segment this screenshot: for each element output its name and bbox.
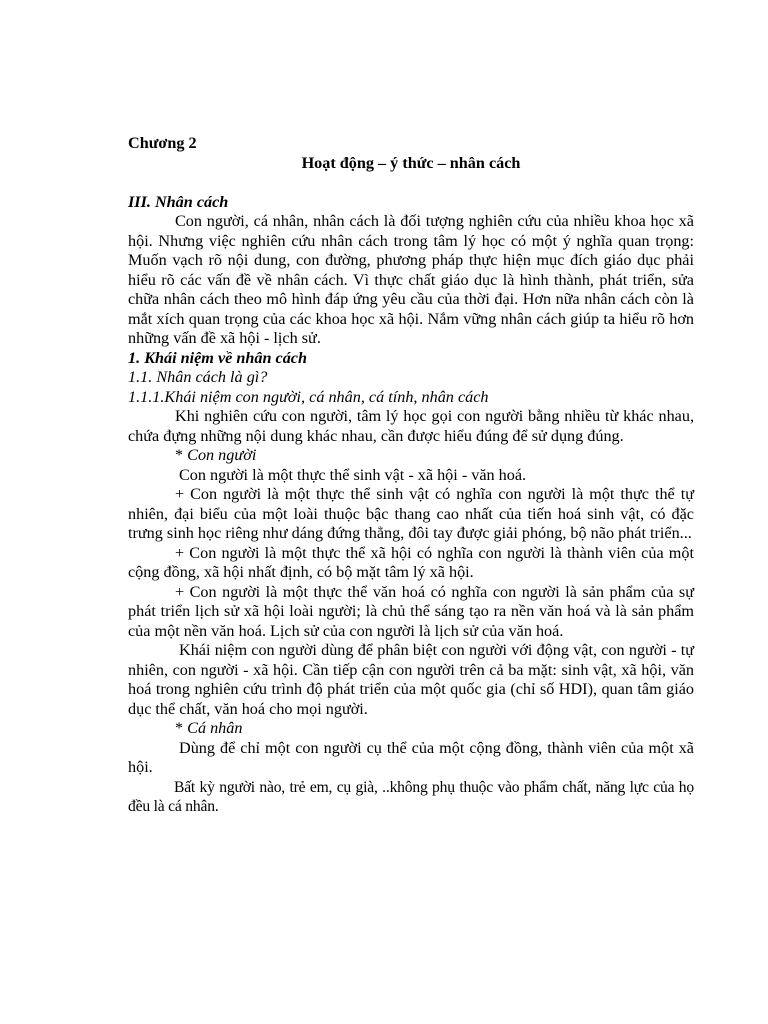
research-paragraph	[128, 407, 694, 446]
heading-concept: 1. Khái niệm về nhân cách	[128, 348, 307, 367]
con-nguoi-definition: Con người là một thực thể sinh vật - xã hội - văn hoá.	[179, 465, 527, 484]
con-nguoi-label: Con người	[187, 446, 257, 464]
bullet-biological: + Con người là một thực thể sinh vật có nghĩa con người là một thực thể tự nhiên, đại biểu của một loài thuộc bậc thang cao nhất của tiến hoá sinh vật, có đặc trưng sinh học riêng như dáng đứng thẳng, đôi tay được giải phóng, bộ não phát triển...	[128, 485, 694, 542]
chapter-label: Chương 2	[128, 134, 197, 152]
ca-nhan-any-person: Bất kỳ người nào, trẻ em, cụ già, ..không phụ thuộc vào phẩm chất, năng lực của họ đều là cá nhân.	[128, 778, 694, 815]
ca-nhan-heading	[128, 719, 694, 739]
ca-nhan-label: Cá nhân	[187, 719, 243, 737]
subheading-concepts: 1.1.1.Khái niệm con người, cá nhân, cá tính, nhân cách	[128, 387, 489, 406]
ca-nhan-marker: *	[175, 719, 188, 737]
concept-paragraph: Khái niệm con người dùng để phân biệt con người với động vật, con người - tự nhiên, con người - xã hội. Cần tiếp cận con người trên cả ba mặt: sinh vật, xã hội, văn hoá trong nghiên cứu trình độ phát triển của một quốc gia (chỉ số HDI), quan tâm giáo dục thể chất, văn hoá cho mọi người.	[128, 641, 694, 718]
ca-nhan-definition: Dùng để chỉ một con người cụ thể của một cộng đồng, thành viên của một xã hội.	[128, 738, 694, 776]
intro-paragraph: Con người, cá nhân, nhân cách là đối tượng nghiên cứu của nhiều khoa học xã hội. Nhưng việc nghiên cứu nhân cách trong tâm lý học có một ý nghĩa quan trọng: Muốn vạch rõ nội dung, con đường, phương pháp thực hiện mục đích giáo dục phải hiểu rõ các vấn đề về nhân cách. Vì thực chất giáo dục là hình thành, phát triển, sửa chữa nhân cách theo mô hình đáp ứng yêu cầu của thời đại. Hơn nữa nhân cách còn là mắt xích quan trọng của các khoa học xã hội. Nắm vững nhân cách giúp ta hiểu rõ hơn những vấn đề xã hội - lịch sử.	[128, 212, 694, 347]
con-nguoi-marker: *	[175, 446, 188, 464]
bullet-cultural: + Con người là một thực thể văn hoá có nghĩa con người là sản phẩm của sự phát triển lịch sử xã hội loài người; là chủ thể sáng tạo ra nền văn hoá và là sản phẩm của một nền văn hoá. Lịch sử của con người là lịch sử của văn hoá.	[128, 582, 694, 640]
bullet-social: + Con người là một thực thể xã hội có nghĩa con người là thành viên của một cộng đồng, xã hội nhất định, có bộ mặt tâm lý xã hội.	[128, 543, 694, 581]
research-text: Khi nghiên cứu con người, tâm lý học gọi con người bằng nhiều từ khác nhau, chứa đựng những nội dung khác nhau, cần được hiểu đúng để sử dụng đúng.	[128, 407, 694, 445]
page-title: Hoạt động – ý thức – nhân cách	[301, 153, 521, 172]
con-nguoi-heading	[128, 446, 694, 466]
spacer	[128, 173, 694, 193]
section-heading: III. Nhân cách	[128, 192, 229, 211]
document-page	[128, 134, 694, 817]
subheading-what-is: 1.1. Nhân cách là gì?	[128, 368, 268, 386]
